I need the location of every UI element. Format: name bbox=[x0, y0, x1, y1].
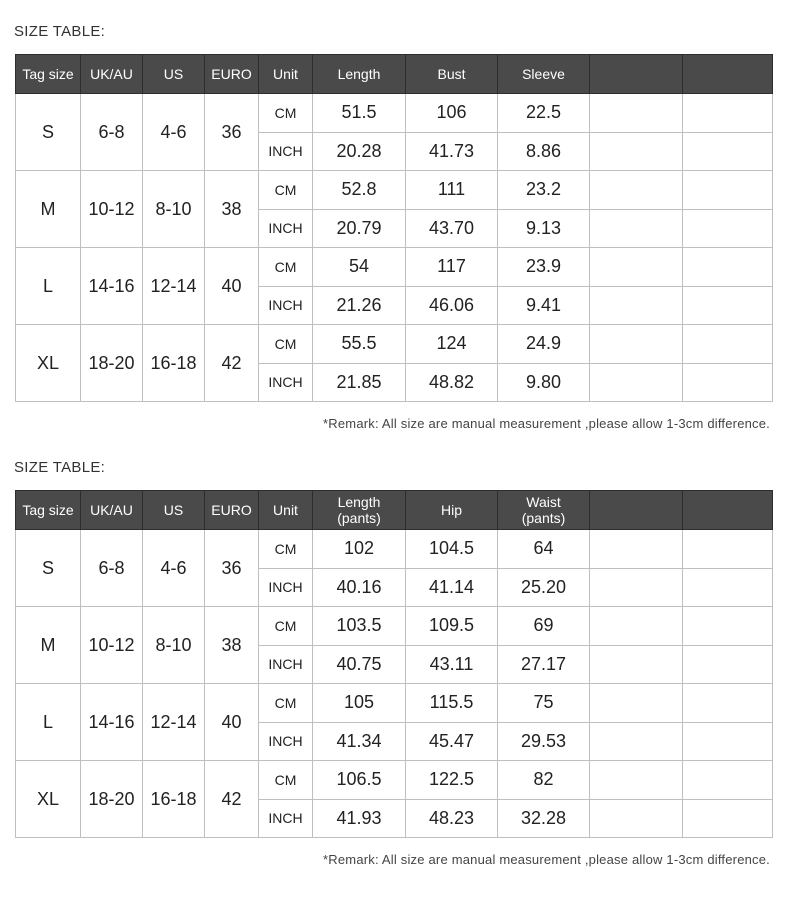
uk-au-cell: 18-20 bbox=[81, 325, 143, 402]
tag-size-cell: XL bbox=[16, 761, 81, 838]
header-row bbox=[16, 55, 773, 94]
length-cell: 20.28 bbox=[313, 132, 406, 171]
empty-cell bbox=[683, 325, 773, 364]
us-cell: 8-10 bbox=[143, 171, 205, 248]
empty-cell bbox=[590, 530, 683, 569]
unit-cell: CM bbox=[259, 94, 313, 133]
euro-cell: 40 bbox=[205, 248, 259, 325]
unit-cell: INCH bbox=[259, 645, 313, 684]
length-cell: 54 bbox=[313, 248, 406, 287]
header-empty-1 bbox=[590, 55, 683, 94]
us-cell: 12-14 bbox=[143, 248, 205, 325]
empty-cell bbox=[683, 94, 773, 133]
header-empty-2 bbox=[683, 55, 773, 94]
header-uk-au: UK/AU bbox=[81, 491, 143, 530]
euro-cell: 40 bbox=[205, 684, 259, 761]
header-sleeve: Sleeve bbox=[498, 55, 590, 94]
header-length: Length bbox=[313, 55, 406, 94]
hip-cell: 41.14 bbox=[406, 568, 498, 607]
empty-cell bbox=[683, 530, 773, 569]
length-cell: 103.5 bbox=[313, 607, 406, 646]
empty-cell bbox=[590, 325, 683, 364]
tag-size-cell: S bbox=[16, 530, 81, 607]
bust-cell: 41.73 bbox=[406, 132, 498, 171]
unit-cell: CM bbox=[259, 607, 313, 646]
bust-cell: 48.82 bbox=[406, 363, 498, 402]
table-row bbox=[16, 607, 773, 646]
tag-size-cell: M bbox=[16, 171, 81, 248]
table-row bbox=[16, 530, 773, 569]
hip-cell: 43.11 bbox=[406, 645, 498, 684]
uk-au-cell: 18-20 bbox=[81, 761, 143, 838]
length-cell: 20.79 bbox=[313, 209, 406, 248]
empty-cell bbox=[683, 171, 773, 210]
header-waist-pants: Waist (pants) bbox=[498, 491, 590, 530]
us-cell: 12-14 bbox=[143, 684, 205, 761]
header-unit: Unit bbox=[259, 55, 313, 94]
bust-cell: 46.06 bbox=[406, 286, 498, 325]
unit-cell: INCH bbox=[259, 209, 313, 248]
table-row bbox=[16, 94, 773, 133]
waist-cell: 82 bbox=[498, 761, 590, 800]
length-cell: 41.34 bbox=[313, 722, 406, 761]
header-tag-size: Tag size bbox=[16, 491, 81, 530]
us-cell: 4-6 bbox=[143, 530, 205, 607]
uk-au-cell: 6-8 bbox=[81, 94, 143, 171]
uk-au-cell: 10-12 bbox=[81, 607, 143, 684]
size-table-title-1: SIZE TABLE: bbox=[14, 23, 106, 40]
uk-au-cell: 14-16 bbox=[81, 684, 143, 761]
hip-cell: 122.5 bbox=[406, 761, 498, 800]
euro-cell: 42 bbox=[205, 325, 259, 402]
empty-cell bbox=[590, 171, 683, 210]
length-cell: 105 bbox=[313, 684, 406, 723]
table-row bbox=[16, 761, 773, 800]
us-cell: 16-18 bbox=[143, 761, 205, 838]
hip-cell: 109.5 bbox=[406, 607, 498, 646]
waist-cell: 64 bbox=[498, 530, 590, 569]
tag-size-cell: M bbox=[16, 607, 81, 684]
waist-cell: 25.20 bbox=[498, 568, 590, 607]
header-empty-1 bbox=[590, 491, 683, 530]
size-table-tops bbox=[15, 54, 773, 402]
empty-cell bbox=[683, 607, 773, 646]
empty-cell bbox=[683, 363, 773, 402]
unit-cell: CM bbox=[259, 248, 313, 287]
length-cell: 40.16 bbox=[313, 568, 406, 607]
length-cell: 52.8 bbox=[313, 171, 406, 210]
size-table-title-2: SIZE TABLE: bbox=[14, 459, 106, 476]
sleeve-cell: 23.2 bbox=[498, 171, 590, 210]
length-cell: 102 bbox=[313, 530, 406, 569]
empty-cell bbox=[683, 722, 773, 761]
waist-cell: 27.17 bbox=[498, 645, 590, 684]
empty-cell bbox=[590, 645, 683, 684]
tag-size-cell: L bbox=[16, 684, 81, 761]
sleeve-cell: 24.9 bbox=[498, 325, 590, 364]
empty-cell bbox=[590, 209, 683, 248]
waist-cell: 69 bbox=[498, 607, 590, 646]
header-euro: EURO bbox=[205, 55, 259, 94]
sleeve-cell: 23.9 bbox=[498, 248, 590, 287]
sleeve-cell: 9.41 bbox=[498, 286, 590, 325]
unit-cell: INCH bbox=[259, 363, 313, 402]
header-unit: Unit bbox=[259, 491, 313, 530]
unit-cell: CM bbox=[259, 684, 313, 723]
unit-cell: INCH bbox=[259, 568, 313, 607]
empty-cell bbox=[590, 607, 683, 646]
unit-cell: INCH bbox=[259, 286, 313, 325]
hip-cell: 104.5 bbox=[406, 530, 498, 569]
empty-cell bbox=[683, 248, 773, 287]
hip-cell: 115.5 bbox=[406, 684, 498, 723]
unit-cell: INCH bbox=[259, 132, 313, 171]
empty-cell bbox=[683, 799, 773, 838]
uk-au-cell: 6-8 bbox=[81, 530, 143, 607]
length-cell: 21.85 bbox=[313, 363, 406, 402]
length-cell: 55.5 bbox=[313, 325, 406, 364]
empty-cell bbox=[683, 568, 773, 607]
empty-cell bbox=[590, 94, 683, 133]
unit-cell: CM bbox=[259, 171, 313, 210]
table-row bbox=[16, 325, 773, 364]
unit-cell: CM bbox=[259, 530, 313, 569]
empty-cell bbox=[590, 761, 683, 800]
tag-size-cell: L bbox=[16, 248, 81, 325]
unit-cell: CM bbox=[259, 325, 313, 364]
empty-cell bbox=[590, 286, 683, 325]
header-row bbox=[16, 491, 773, 530]
empty-cell bbox=[683, 684, 773, 723]
empty-cell bbox=[683, 132, 773, 171]
header-us: US bbox=[143, 55, 205, 94]
sleeve-cell: 9.80 bbox=[498, 363, 590, 402]
unit-cell: INCH bbox=[259, 799, 313, 838]
table-row bbox=[16, 248, 773, 287]
header-tag-size: Tag size bbox=[16, 55, 81, 94]
empty-cell bbox=[590, 799, 683, 838]
header-length-pants: Length (pants) bbox=[313, 491, 406, 530]
euro-cell: 36 bbox=[205, 94, 259, 171]
hip-cell: 45.47 bbox=[406, 722, 498, 761]
remark-note-1: *Remark: All size are manual measurement ,please allow 1-3cm difference. bbox=[323, 416, 770, 431]
empty-cell bbox=[590, 363, 683, 402]
euro-cell: 38 bbox=[205, 607, 259, 684]
empty-cell bbox=[590, 248, 683, 287]
tag-size-cell: XL bbox=[16, 325, 81, 402]
hip-cell: 48.23 bbox=[406, 799, 498, 838]
length-cell: 41.93 bbox=[313, 799, 406, 838]
empty-cell bbox=[683, 645, 773, 684]
length-cell: 40.75 bbox=[313, 645, 406, 684]
empty-cell bbox=[590, 684, 683, 723]
euro-cell: 36 bbox=[205, 530, 259, 607]
length-cell: 106.5 bbox=[313, 761, 406, 800]
sleeve-cell: 22.5 bbox=[498, 94, 590, 133]
bust-cell: 43.70 bbox=[406, 209, 498, 248]
header-uk-au: UK/AU bbox=[81, 55, 143, 94]
euro-cell: 42 bbox=[205, 761, 259, 838]
empty-cell bbox=[683, 761, 773, 800]
remark-note-2: *Remark: All size are manual measurement ,please allow 1-3cm difference. bbox=[323, 852, 770, 867]
bust-cell: 111 bbox=[406, 171, 498, 210]
header-empty-2 bbox=[683, 491, 773, 530]
uk-au-cell: 14-16 bbox=[81, 248, 143, 325]
euro-cell: 38 bbox=[205, 171, 259, 248]
waist-cell: 32.28 bbox=[498, 799, 590, 838]
unit-cell: CM bbox=[259, 761, 313, 800]
waist-cell: 75 bbox=[498, 684, 590, 723]
unit-cell: INCH bbox=[259, 722, 313, 761]
table-row bbox=[16, 684, 773, 723]
tag-size-cell: S bbox=[16, 94, 81, 171]
bust-cell: 106 bbox=[406, 94, 498, 133]
waist-cell: 29.53 bbox=[498, 722, 590, 761]
header-hip: Hip bbox=[406, 491, 498, 530]
empty-cell bbox=[683, 286, 773, 325]
table-row bbox=[16, 171, 773, 210]
empty-cell bbox=[590, 132, 683, 171]
empty-cell bbox=[590, 568, 683, 607]
sleeve-cell: 8.86 bbox=[498, 132, 590, 171]
bust-cell: 117 bbox=[406, 248, 498, 287]
us-cell: 4-6 bbox=[143, 94, 205, 171]
header-bust: Bust bbox=[406, 55, 498, 94]
us-cell: 16-18 bbox=[143, 325, 205, 402]
size-table-pants bbox=[15, 490, 773, 838]
empty-cell bbox=[590, 722, 683, 761]
us-cell: 8-10 bbox=[143, 607, 205, 684]
sleeve-cell: 9.13 bbox=[498, 209, 590, 248]
empty-cell bbox=[683, 209, 773, 248]
uk-au-cell: 10-12 bbox=[81, 171, 143, 248]
bust-cell: 124 bbox=[406, 325, 498, 364]
length-cell: 21.26 bbox=[313, 286, 406, 325]
header-us: US bbox=[143, 491, 205, 530]
length-cell: 51.5 bbox=[313, 94, 406, 133]
header-euro: EURO bbox=[205, 491, 259, 530]
